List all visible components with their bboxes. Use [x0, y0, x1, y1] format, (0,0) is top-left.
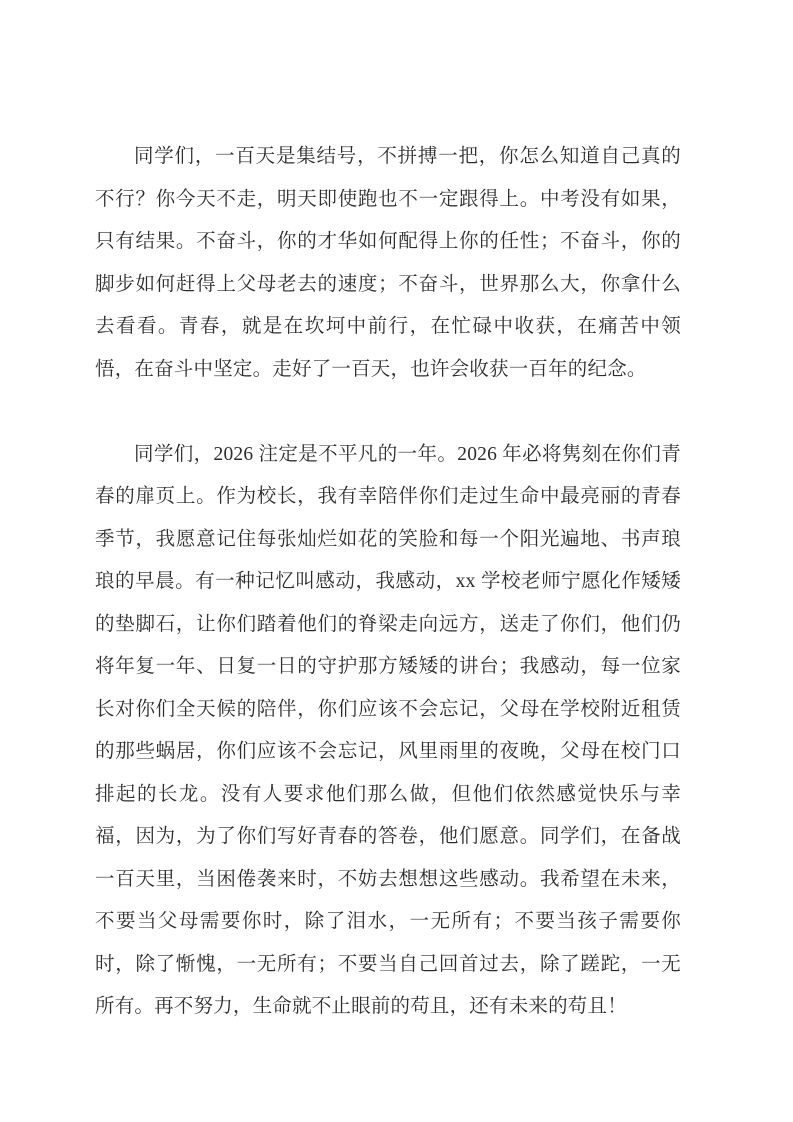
paragraph-2: 同学们，2026 注定是不平凡的一年。2026 年必将隽刻在你们青春的扉页上。作为校长，我有幸陪伴你们走过生命中最亮丽的青春季节，我愿意记住每张灿烂如花的笑脸和每一个阳光遍地、书声琅琅的早晨。有一种记忆叫感动，我感动，xx 学校老师宁愿化作矮矮的垫脚石，让你们踏着他们的脊梁走向远方，送走了你们，他们仍将年复一年、日复一日的守护那方矮矮的讲台；我感动，每一位家长对你们全天候的陪伴，你们应该不会忘记，父母在学校附近租赁的那些蜗居，你们应该不会忘记，风里雨里的夜晚，父母在校门口排起的长龙。没有人要求他们那么做，但他们依然感觉快乐与幸福，因为，为了你们写好青春的答卷，他们愿意。同学们，在备战一百天里，当困倦袭来时，不妨去想想这些感动。我希望在未来，不要当父母需要你时，除了泪水，一无所有；不要当孩子需要你时，除了惭愧，一无所有；不要当自己回首过去，除了蹉跎，一无所有。再不努力，生命就不止眼前的苟且，还有未来的苟且！ — [95, 443, 681, 1017]
document-body — [95, 136, 681, 1029]
paragraph-1: 同学们，一百天是集结号，不拼搏一把，你怎么知道自己真的不行？你今天不走，明天即使跑也不一定跟得上。中考没有如果，只有结果。不奋斗，你的才华如何配得上你的任性；不奋斗，你的脚步如何赶得上父母老去的速度；不奋斗，世界那么大，你拿什么去看看。青春，就是在坎坷中前行，在忙碌中收获，在痛苦中领悟，在奋斗中坚定。走好了一百天，也许会收获一百年的纪念。 — [95, 146, 681, 380]
